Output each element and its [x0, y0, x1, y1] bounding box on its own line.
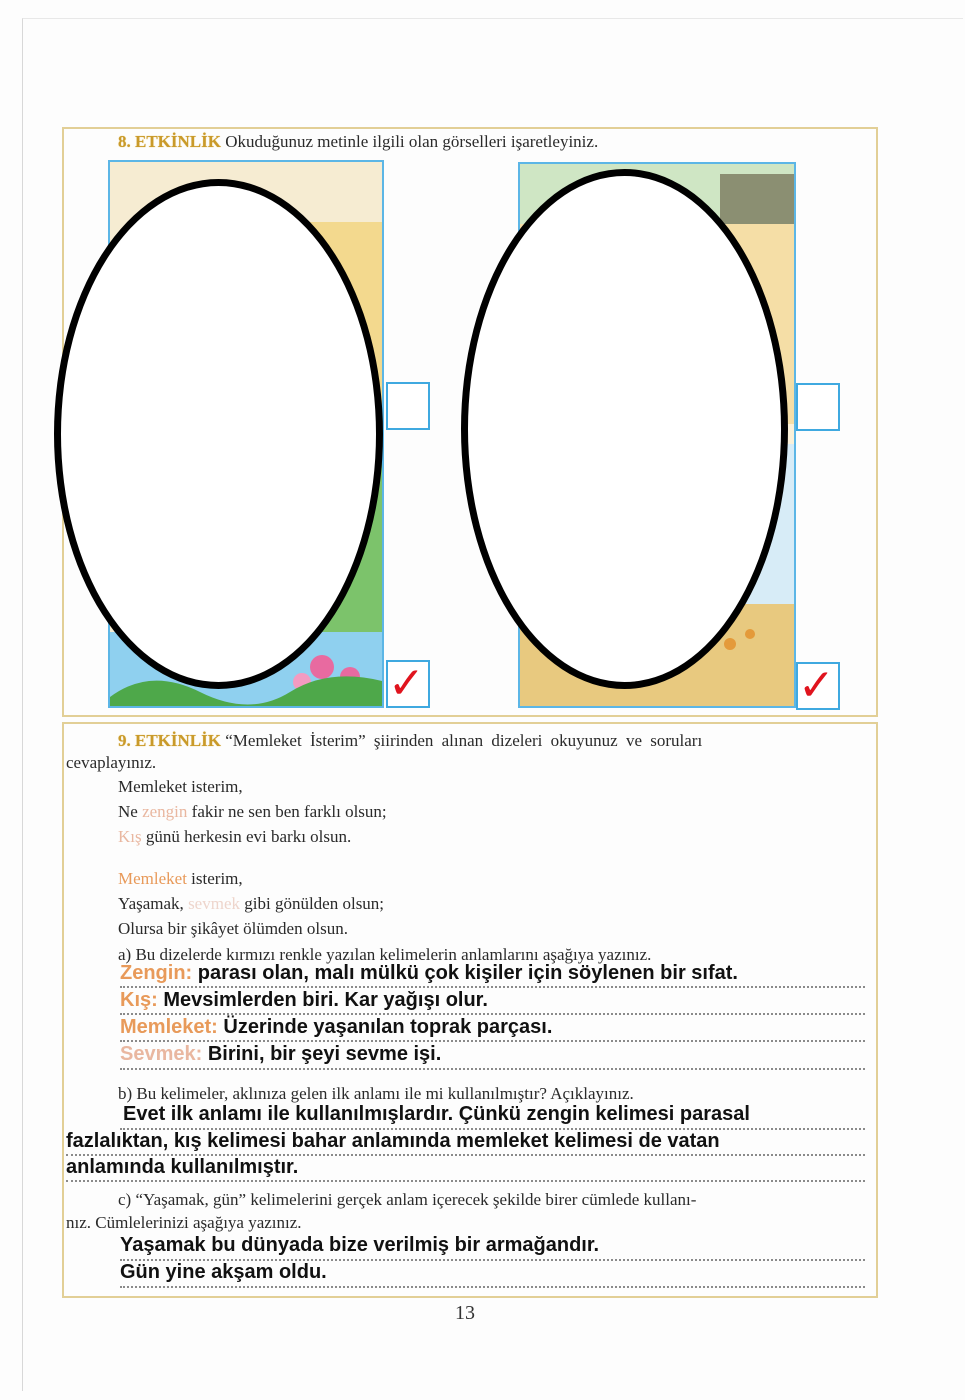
- activity-8-instruction: Okuduğunuz metinle ilgili olan görselleri işaretleyiniz.: [225, 132, 599, 151]
- poem-word-sevmek: sevmek: [188, 894, 240, 913]
- checkmark-right: ✓: [798, 660, 835, 711]
- answer-b-line-3[interactable]: anlamında kullanılmıştır.: [66, 1156, 299, 1178]
- activity-8-number: 8.: [118, 132, 131, 151]
- answer-line: [120, 1286, 865, 1288]
- answer-line: [120, 1068, 865, 1070]
- answer-b-line-1[interactable]: Evet ilk anlamı ile kullanılmışlardır. Çünkü zengin kelimesi parasal: [123, 1103, 750, 1125]
- answer-a-2-text: Mevsimlerden biri. Kar yağışı olur.: [157, 989, 488, 1011]
- activity-9-keyword: ETKİNLİK: [135, 731, 221, 750]
- poem-line-2-post: fakir ne sen ben farklı olsun;: [187, 802, 387, 821]
- answer-a-2[interactable]: [120, 989, 488, 1012]
- answer-a-4-text: Birini, bir şeyi sevme işi.: [202, 1043, 442, 1065]
- poem-line-2-pre: Ne: [118, 802, 143, 821]
- poem-line-3: [118, 827, 351, 847]
- activity-8-keyword: ETKİNLİK: [135, 132, 221, 151]
- activity-9-intro: “Memleket İsterim” şiirinden alınan dizeleri okuyunuz ve soruları: [225, 731, 703, 750]
- checkbox-right-top[interactable]: [796, 383, 840, 431]
- redaction-oval-left: [54, 179, 383, 689]
- poem-word-memleket: Memleket: [118, 869, 187, 888]
- poem-word-zengin: zengin: [142, 802, 188, 821]
- answer-line: [120, 1013, 865, 1015]
- checkmark-left: ✓: [388, 658, 425, 709]
- activity-9-number: 9.: [118, 731, 131, 750]
- answer-line: [66, 1180, 865, 1182]
- activity-9-intro-cont: cevaplayınız.: [66, 753, 157, 772]
- poem-line-6: Olursa bir şikâyet ölümden olsun.: [118, 919, 348, 938]
- activity-8-heading: [118, 132, 598, 152]
- answer-a-1[interactable]: [120, 962, 738, 985]
- answer-a-4[interactable]: [120, 1043, 441, 1066]
- question-c: c) “Yaşamak, gün” kelimelerini gerçek anlam içerecek şekilde birer cümlede kullanı-: [118, 1190, 697, 1209]
- poem-line-2: [118, 802, 387, 822]
- answer-line: [120, 986, 865, 988]
- poem-line-5-pre: Yaşamak,: [118, 894, 189, 913]
- answer-c-1[interactable]: Yaşamak bu dünyada bize verilmiş bir armağandır.: [120, 1234, 600, 1256]
- answer-a-1-word: Zengin:: [120, 962, 193, 984]
- answer-a-4-word: Sevmek:: [120, 1043, 203, 1065]
- poem-line-1: Memleket isterim,: [118, 777, 243, 796]
- question-a: a) Bu dizelerde kırmızı renkle yazılan kelimelerin anlamlarını aşağıya yazınız.: [118, 945, 652, 964]
- redaction-oval-right: [461, 169, 788, 689]
- answer-line: [120, 1040, 865, 1042]
- answer-a-3-text: Üzerinde yaşanılan toprak parçası.: [217, 1016, 553, 1038]
- poem-line-5-post: gibi gönülden olsun;: [240, 894, 385, 913]
- page-number: 13: [455, 1302, 475, 1324]
- answer-a-1-text: parası olan, malı mülkü çok kişiler için söylenen bir sıfat.: [192, 962, 738, 984]
- answer-a-3[interactable]: [120, 1016, 552, 1039]
- answer-c-2[interactable]: Gün yine akşam oldu.: [120, 1261, 327, 1283]
- answer-a-3-word: Memleket:: [120, 1016, 218, 1038]
- answer-a-2-word: Kış:: [120, 989, 158, 1011]
- poem-line-3-post: günü herkesin evi barkı olsun.: [141, 827, 352, 846]
- poem-line-5: [118, 894, 384, 914]
- poem-line-4-post: isterim,: [186, 869, 243, 888]
- activity-9-heading: [118, 731, 702, 751]
- poem-word-kis: Kış: [118, 827, 142, 846]
- question-b: b) Bu kelimeler, aklınıza gelen ilk anlamı ile mi kullanılmıştır? Açıklayınız.: [118, 1084, 634, 1103]
- answer-b-line-2[interactable]: fazlalıktan, kış kelimesi bahar anlamında memleket kelimesi de vatan: [66, 1130, 720, 1152]
- checkbox-left-top[interactable]: [386, 382, 430, 430]
- poem-line-4: [118, 869, 243, 889]
- question-c-cont: nız. Cümlelerinizi aşağıya yazınız.: [66, 1213, 302, 1232]
